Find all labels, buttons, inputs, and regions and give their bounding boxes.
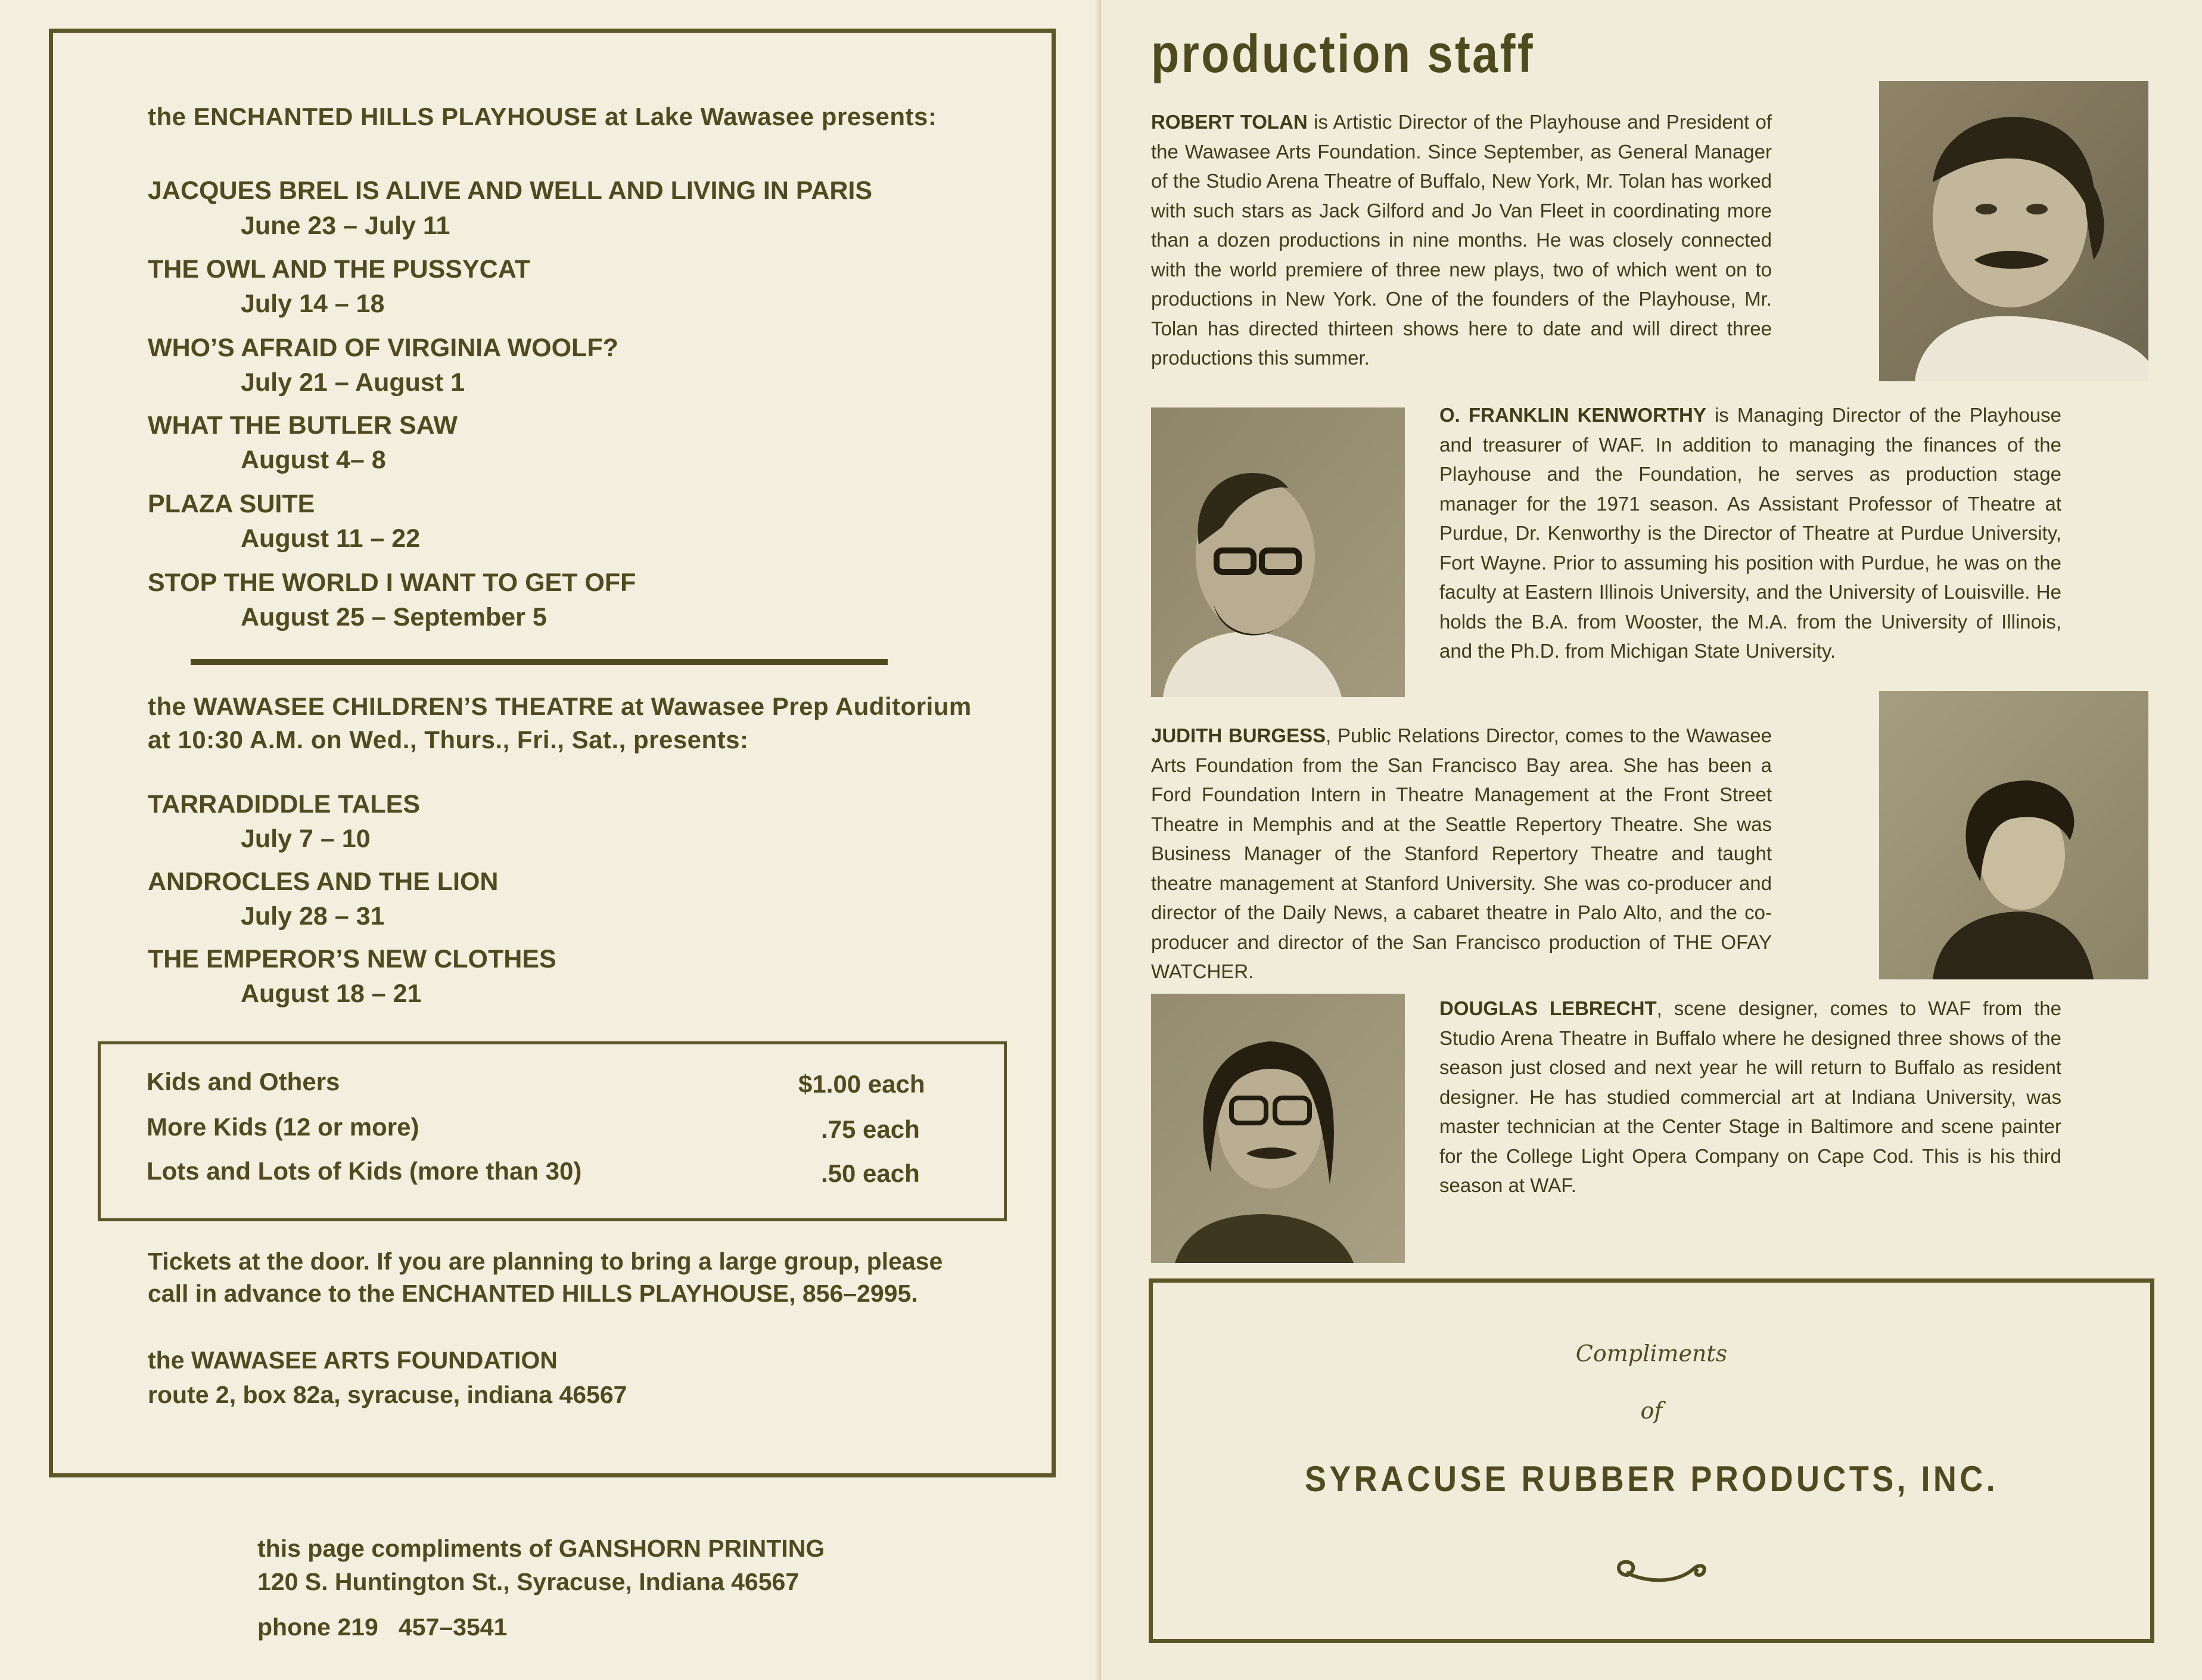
page-title: production staff (1151, 24, 1535, 84)
show-title: THE OWL AND THE PUSSYCAT (148, 255, 530, 284)
bio-text: is Artistic Director of the Playhouse and President of the Wawasee Arts Foundation. Since September, as General Manager of the Studio Arena Theatre of Buffalo, New York, Mr. Tolan has worked with such stars as Jack Gilford and Jo Van Fleet in coordinating more than a dozen productions in nine months. He was closely connected with the world premiere of three new plays, two of which went on to productions in New York. One of the founders of the Playhouse, Mr. Tolan has directed thirteen shows here to date and will direct three productions this summer. (1151, 111, 1772, 369)
show-dates: August 4– 8 (241, 446, 386, 474)
price-value: $1.00 each (798, 1070, 925, 1098)
bio-name: DOUGLAS LEBRECHT (1439, 997, 1657, 1019)
show-title: PLAZA SUITE (148, 490, 315, 518)
bio-text: , Public Relations Director, comes to the Wawasee Arts Foundation from the San Francisco Bay area. She has been a Ford Foundation Intern in Theatre Management at the Front Street Theatre in Memphis and at the Seattle Repertory Theatre. She was Business Manager of the Stanford Repertory Theatre and taught theatre management at Stanford University. She was co-producer and director of the Daily News, a cabaret theatre in Palo Alto, and the co-producer and director of the San Francisco production of THE OFAY WATCHER. (1151, 724, 1772, 982)
show-dates: July 14 – 18 (241, 290, 385, 318)
show-title: WHAT THE BUTLER SAW (148, 411, 458, 440)
price-label: Lots and Lots of Kids (more than 30) (147, 1157, 582, 1185)
show-title: TARRADIDDLE TALES (148, 790, 421, 819)
playhouse-heading: the ENCHANTED HILLS PLAYHOUSE at Lake Wawasee presents: (148, 102, 937, 130)
bio-name: JUDITH BURGESS (1151, 724, 1326, 746)
tickets-note-phone: call in advance to the ENCHANTED HILLS PLAYHOUSE, 856–2995. (148, 1280, 918, 1307)
show-title: WHO’S AFRAID OF VIRGINIA WOOLF? (148, 334, 618, 362)
ad-compliments: Compliments (1575, 1340, 1728, 1367)
show-dates: August 18 – 21 (241, 979, 422, 1008)
bio-robert-tolan (1151, 107, 1772, 373)
price-label: More Kids (12 or more) (147, 1113, 419, 1141)
show-dates: August 11 – 22 (241, 524, 421, 553)
bio-name: ROBERT TOLAN (1151, 111, 1308, 133)
photo-judith-burgess (1879, 691, 2148, 979)
show-title: ANDROCLES AND THE LION (148, 867, 499, 896)
bio-judith-burgess (1151, 721, 1772, 987)
show-title: STOP THE WORLD I WANT TO GET OFF (148, 568, 636, 597)
show-title: JACQUES BREL IS ALIVE AND WELL AND LIVING IN PARIS (148, 176, 873, 205)
photo-franklin-kenworthy (1151, 407, 1405, 697)
printer-credit: this page compliments of GANSHORN PRINTING (257, 1535, 825, 1562)
bio-name: O. FRANKLIN KENWORTHY (1439, 404, 1706, 426)
bio-text: , scene designer, comes to WAF from the Studio Arena Theatre in Buffalo where he designed three shows of the season just closed and next year he will return to Buffalo as resident designer. He has studied commercial art at Indiana University, was master technician at the Center Stage in Baltimore and scene painter for the College Light Opera Company on Cape Cod. This is his third season at WAF. (1439, 997, 2061, 1196)
show-dates: August 25 – September 5 (241, 603, 547, 631)
price-value: .75 each (821, 1115, 920, 1143)
right-page (1101, 0, 2202, 1680)
childrens-theatre-schedule: at 10:30 A.M. on Wed., Thurs., Fri., Sat., presents: (148, 726, 749, 754)
ad-of: of (1640, 1398, 1663, 1424)
flourish-ornament-icon (1610, 1551, 1711, 1593)
foundation-name: the WAWASEE ARTS FOUNDATION (148, 1346, 558, 1374)
bio-franklin-kenworthy (1439, 400, 2061, 666)
childrens-theatre-heading: the WAWASEE CHILDREN’S THEATRE at Wawasee Prep Auditorium (148, 692, 972, 720)
show-dates: July 7 – 10 (241, 825, 371, 853)
price-value: .50 each (821, 1159, 920, 1187)
show-title: THE EMPEROR’S NEW CLOTHES (148, 945, 556, 973)
show-dates: June 23 – July 11 (241, 211, 450, 240)
photo-robert-tolan (1879, 81, 2148, 381)
ad-company-name: SYRACUSE RUBBER PRODUCTS, INC. (1304, 1459, 1999, 1499)
show-dates: July 28 – 31 (241, 902, 385, 931)
printer-phone: phone 219 457–3541 (257, 1613, 508, 1641)
photo-douglas-lebrecht (1151, 994, 1405, 1263)
show-dates: July 21 – August 1 (241, 368, 465, 397)
bio-douglas-lebrecht (1439, 994, 2061, 1200)
bio-text: is Managing Director of the Playhouse and treasurer of WAF. In addition to managing the finances of the Playhouse and the Foundation, he serves as production stage manager for the 1971 season. As Assistant Professor of Theatre at Purdue, Dr. Kenworthy is the Director of Theatre at Purdue University, Fort Wayne. Prior to assuming his position with Purdue, he was on the faculty at Eastern Illinois University, and the University of Louisville. He holds the B.A. from Wooster, the M.A. from the University of Illinois, and the Ph.D. from Michigan State University. (1439, 404, 2061, 662)
tickets-note: Tickets at the door. If you are planning to bring a large group, please (148, 1247, 943, 1275)
section-divider (191, 659, 888, 665)
price-label: Kids and Others (147, 1068, 340, 1096)
printer-address: 120 S. Huntington St., Syracuse, Indiana 46567 (257, 1568, 800, 1595)
foundation-address: route 2, box 82a, syracuse, indiana 46567 (148, 1381, 627, 1408)
